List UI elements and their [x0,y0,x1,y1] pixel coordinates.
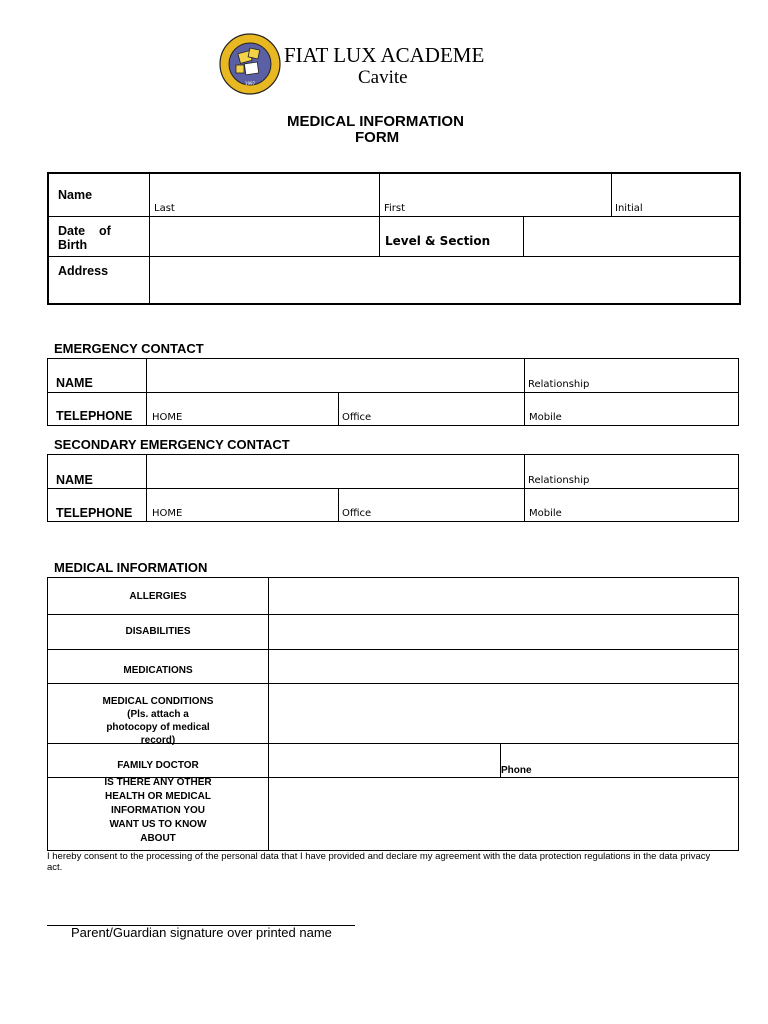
secondary-office-field[interactable] [339,489,524,521]
first-name-field[interactable] [380,174,611,216]
secondary-emergency-heading: SECONDARY EMERGENCY CONTACT [54,437,290,452]
emergency-name-label: NAME [56,376,93,390]
other-info-field[interactable] [269,778,738,850]
last-name-field[interactable] [150,174,379,216]
address-field[interactable] [150,257,739,303]
secondary-name-field[interactable] [147,455,524,488]
allergies-field[interactable] [269,578,738,614]
emergency-home-field[interactable] [147,393,338,425]
school-name: FIAT LUX ACADEME [284,43,485,67]
emergency-relationship-field[interactable] [525,359,738,392]
name-label: Name [58,188,93,202]
doctor-phone-label: Phone [501,765,532,776]
other-info-label-1: IS THERE ANY OTHER [104,777,212,788]
secondary-telephone-label: TELEPHONE [56,506,133,520]
disabilities-field[interactable] [269,615,738,649]
emergency-mobile-label: Mobile [529,412,562,423]
dob-label-1: Date of [58,224,111,238]
medical-box [47,577,739,851]
other-info-label-3: INFORMATION YOU [110,805,206,816]
secondary-home-field[interactable] [147,489,338,521]
secondary-relationship-field[interactable] [525,455,738,488]
emergency-office-label: Office [342,412,372,423]
disabilities-label: DISABILITIES [125,626,191,637]
secondary-relationship-label: Relationship [528,475,590,486]
address-label: Address [58,264,109,278]
emergency-mobile-field[interactable] [525,393,738,425]
other-info-label-5: ABOUT [140,833,176,844]
student-info-box [47,172,741,305]
emergency-home-label: HOME [152,412,183,423]
svg-text:1997: 1997 [244,81,256,86]
conditions-label-1: MEDICAL CONDITIONS [102,696,214,707]
other-info-label-2: HEALTH OR MEDICAL [105,791,211,802]
conditions-label-3: photocopy of medical [106,722,210,733]
emergency-office-field[interactable] [339,393,524,425]
school-location: Cavite [358,67,408,88]
doctor-phone-field[interactable] [501,744,738,777]
dob-label-2: Birth [58,238,88,252]
conditions-label-2: (Pls. attach a [127,709,189,720]
consent-text: I hereby consent to the processing of the personal data that I have provided and declare my agreement with the data protection regulations in the data privacy act. [47,851,711,873]
initial-label: Initial [615,203,643,214]
conditions-label-4: record) [140,735,176,746]
medical-heading: MEDICAL INFORMATION [54,560,208,575]
first-label: First [384,203,406,214]
other-info-label-4: WANT US TO KNOW [109,819,207,830]
level-section-field[interactable] [524,217,739,256]
dob-field[interactable] [150,217,379,256]
family-doctor-label: FAMILY DOCTOR [117,760,199,771]
level-section-label: Level & Section [385,234,491,248]
medications-label: MEDICATIONS [123,665,193,676]
secondary-emergency-box [47,454,739,522]
secondary-mobile-label: Mobile [529,508,562,519]
family-doctor-field[interactable] [269,744,500,777]
medications-field[interactable] [269,650,738,683]
emergency-box [47,358,739,426]
last-label: Last [154,203,175,214]
initial-field[interactable] [612,174,739,216]
allergies-label: ALLERGIES [129,590,187,602]
form-title-line1: MEDICAL INFORMATION [287,113,464,130]
medical-conditions-field[interactable] [269,684,738,743]
secondary-mobile-field[interactable] [525,489,738,521]
form-title-line2: FORM [355,129,400,146]
secondary-name-label: NAME [56,473,93,487]
secondary-office-label: Office [342,508,372,519]
emergency-heading: EMERGENCY CONTACT [54,341,204,356]
emergency-relationship-label: Relationship [528,379,590,390]
signature-label: Parent/Guardian signature over printed name [71,925,332,940]
emergency-telephone-label: TELEPHONE [56,409,133,423]
emergency-name-field[interactable] [147,359,524,392]
secondary-home-label: HOME [152,508,183,519]
school-logo [219,33,281,95]
